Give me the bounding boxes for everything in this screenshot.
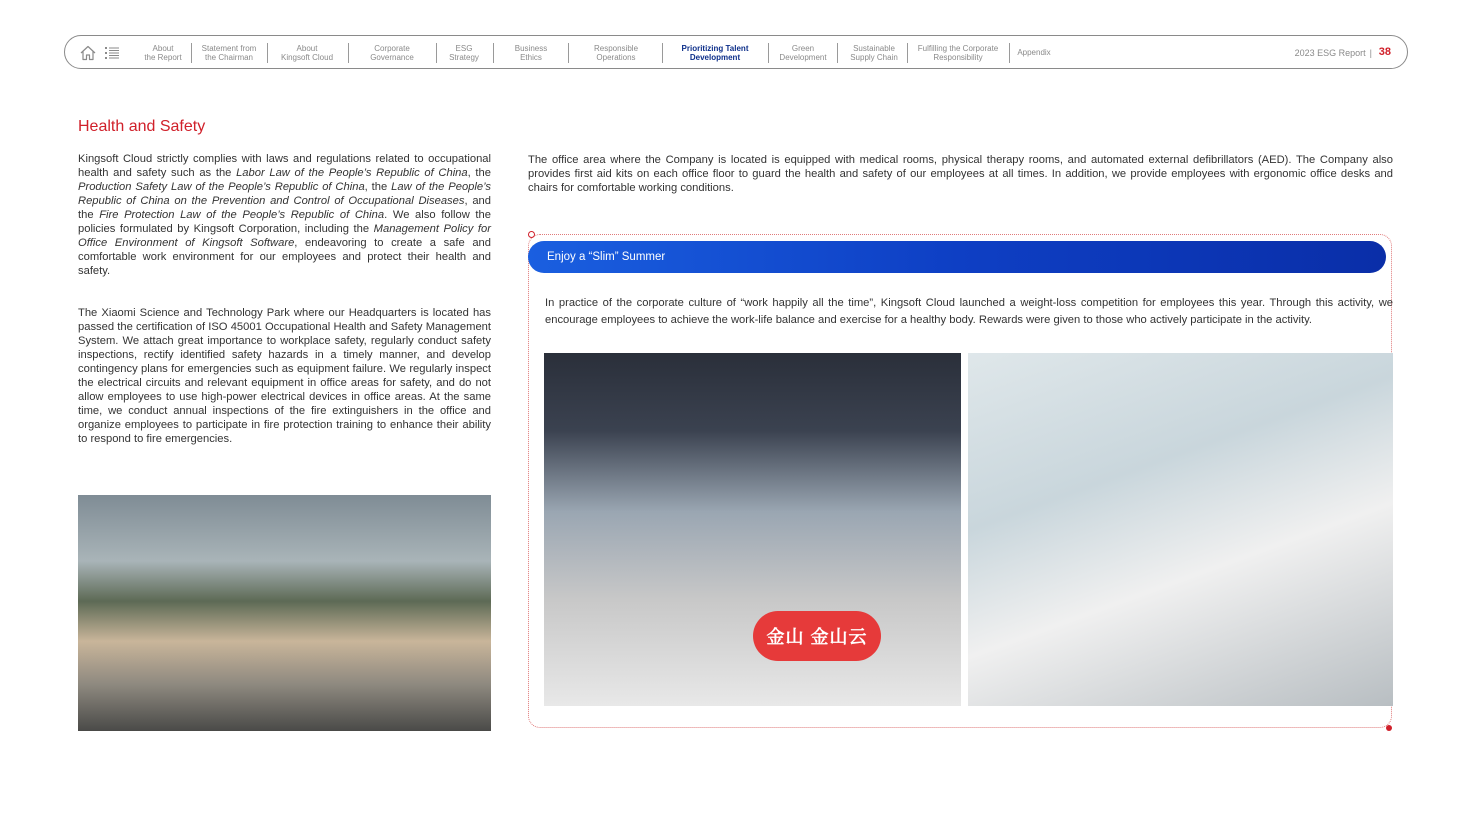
paragraph-text: Kingsoft Cloud strictly complies with laws and regulations related to occupational health and safety such as the xyxy=(78,153,491,179)
health-safety-paragraph-1 xyxy=(78,152,491,278)
nav-separator xyxy=(348,43,349,63)
report-separator: | xyxy=(1369,48,1372,58)
nav-appendix[interactable]: Appendix xyxy=(1017,48,1051,58)
page-number: 38 xyxy=(1378,46,1391,58)
law-title: Management Policy for Office Environment of Kingsoft Software xyxy=(78,223,491,249)
nav-sustainable-supply-chain[interactable]: Sustainable Supply Chain xyxy=(850,43,898,62)
slim-summer-description: In practice of the corporate culture of “work happily all the time”, Kingsoft Cloud launched a weight-loss competition for employees this year. Through this activity, we encourage employees to achieve the work-life balance and exercise for a healthy body. Rewards were given to those who actively participate in the activity. xyxy=(545,297,1393,326)
menu-list-icon[interactable] xyxy=(105,46,119,60)
paragraph-text: , the xyxy=(467,167,491,179)
panel-start-dot xyxy=(528,231,535,238)
report-label xyxy=(1295,48,1374,58)
nav-esg-strategy[interactable]: ESG Strategy xyxy=(449,43,479,62)
slim-summer-banner: Enjoy a “Slim” Summer xyxy=(528,241,1386,273)
nav-business-ethics[interactable]: Business Ethics xyxy=(514,43,548,62)
nav-separator xyxy=(267,43,268,63)
nav-statement-chairman[interactable]: Statement from the Chairman xyxy=(201,43,257,62)
nav-separator xyxy=(493,43,494,63)
report-title: 2023 ESG Report xyxy=(1294,48,1366,58)
nav-about-kingsoft-cloud[interactable]: About Kingsoft Cloud xyxy=(280,43,334,62)
nav-separator xyxy=(837,43,838,63)
nav-green-development[interactable]: Green Development xyxy=(779,43,827,62)
top-navigation xyxy=(64,35,1408,69)
nav-separator xyxy=(768,43,769,63)
nav-separator xyxy=(907,43,908,63)
nav-separator xyxy=(436,43,437,63)
law-title: Fire Protection Law of the People’s Republic of China xyxy=(99,209,385,221)
fire-safety-training-photo xyxy=(78,495,491,731)
competition-rewards-photo xyxy=(968,353,1393,706)
nav-separator xyxy=(1009,43,1010,63)
office-facilities-paragraph: The office area where the Company is located is equipped with medical rooms, physical therapy rooms, and automated external defibrillators (AED). The Company also provides first aid kits on each office floor to guard the health and safety of our employees at all times. In addition, we provide employees with ergonomic office desks and chairs for comfortable working conditions. xyxy=(528,154,1393,194)
nav-separator xyxy=(191,43,192,63)
paragraph-text: . We also follow the policies formulated by Kingsoft Corporation, including the xyxy=(78,209,491,235)
paragraph-text: , the xyxy=(364,181,392,193)
kingsoft-logo-plaque: 金山 金山云 xyxy=(753,611,881,661)
nav-separator xyxy=(568,43,569,63)
nav-about-report[interactable]: About the Report xyxy=(144,43,182,62)
weight-loss-winners-photo xyxy=(544,353,961,706)
law-title: Production Safety Law of the People’s Republic of China xyxy=(78,181,365,193)
nav-prioritizing-talent-development[interactable]: Prioritizing Talent Development xyxy=(681,43,749,62)
law-title: Labor Law of the People’s Republic of China xyxy=(236,167,468,179)
nav-responsible-operations[interactable]: Responsible Operations xyxy=(593,43,639,62)
health-safety-paragraph-2: The Xiaomi Science and Technology Park where our Headquarters is located has passed the certification of ISO 45001 Occupational Health and Safety Management System. We attach great importance to workplace safety, regularly conduct safety inspections, rectify identified safety hazards in a timely manner, and develop contingency plans for emergencies such as equipment failure. We regularly inspect the electrical circuits and relevant equipment in office areas for safety, and do not allow employees to use high-power electrical devices in office areas. At the same time, we conduct annual inspections of the fire extinguishers in the office and organize employees to participate in fire protection training to enhance their ability to respond to fire emergencies. xyxy=(78,307,491,445)
section-title: Health and Safety xyxy=(78,118,206,135)
paragraph-text: , endeavoring to create a safe and comfortable work environment for our employees and protect their health and safety. xyxy=(78,237,491,277)
nav-separator xyxy=(662,43,663,63)
nav-corporate-governance[interactable]: Corporate Governance xyxy=(370,43,414,62)
law-title: Law of the People’s Republic of China on the Prevention and Control of Occupational Diseases xyxy=(78,181,491,207)
panel-end-dot xyxy=(1386,725,1392,731)
paragraph-text: , and the xyxy=(78,195,491,221)
home-icon[interactable] xyxy=(79,44,97,62)
nav-fulfilling-corporate-responsibility[interactable]: Fulfilling the Corporate Responsibility xyxy=(917,43,999,62)
